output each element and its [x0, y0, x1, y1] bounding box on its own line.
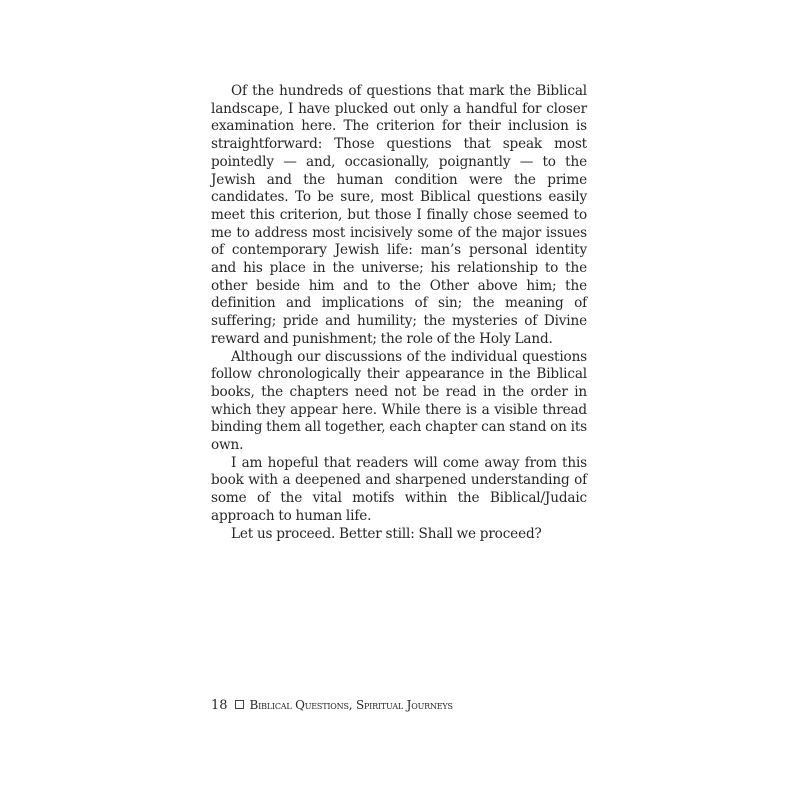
paragraph-2: Although our discussions of the individual questions follow chronologically their appearance in the Biblical books, the chapters need not be read in the order in which they appear here. While there is a visible thread binding them all together, each chapter can stand on its own. [211, 348, 587, 454]
paragraph-1: Of the hundreds of questions that mark the Biblical landscape, I have plucked out only a handful for closer examination here. The criterion for their inclusion is straightforward: Those questions that speak most pointedly — and, occasionally, poignantly — to the Jewish and the human condition were the prime candidates. To be sure, most Biblical questions easily meet this criterion, but those I finally chose seemed to me to address most incisively some of the major issues of contemporary Jewish life: man’s personal identity and his place in the universe; his relationship to the other beside him and to the Other above him; the definition and implications of sin; the meaning of suffering; pride and humility; the mysteries of Divine reward and punishment; the role of the Holy Land. [211, 83, 587, 347]
running-title: Biblical Questions, Spiritual Journeys [249, 698, 453, 712]
page-footer [211, 697, 453, 714]
open-square-icon [235, 700, 244, 709]
page-number: 18 [211, 698, 228, 713]
paragraph-3: I am hopeful that readers will come away from this book with a deepened and sharpened understanding of some of the vital motifs within the Biblical/Judaic approach to human life. [211, 454, 587, 524]
body-text [211, 83, 587, 543]
paragraph-4: Let us proceed. Better still: Shall we proceed? [231, 525, 542, 542]
